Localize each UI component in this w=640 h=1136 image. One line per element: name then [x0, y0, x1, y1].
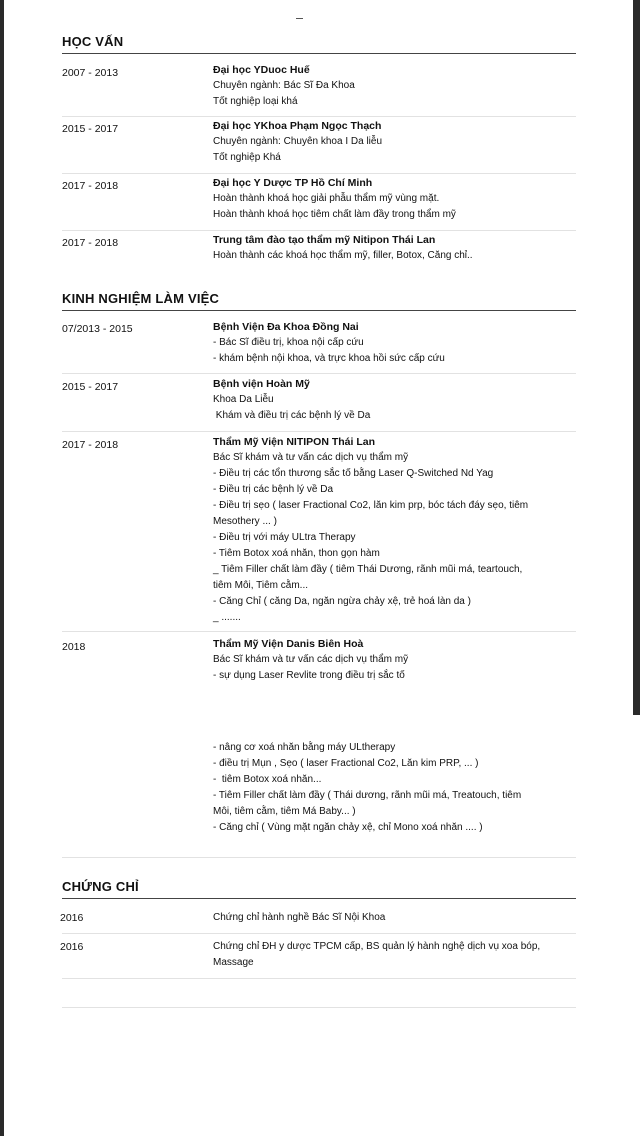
row-line: - Căng Chỉ ( căng Da, ngăn ngừa chảy xệ, trẻ hoá làn da ) [213, 596, 471, 607]
row-line: Hoàn thành khoá học giải phẫu thẩm mỹ vùng mặt. [213, 193, 440, 204]
continuation-line: - tiêm Botox xoá nhăn... [213, 774, 322, 785]
education-row [62, 117, 576, 174]
certificate-row [62, 905, 576, 934]
education-title: HỌC VẤN [62, 34, 124, 49]
row-content [213, 175, 575, 223]
row-date: 2018 [62, 641, 86, 653]
certificate-row [62, 934, 576, 979]
row-line: Bác Sĩ khám và tư vấn các dịch vụ thẩm mỹ [213, 452, 409, 463]
row-content [213, 376, 575, 424]
row-date: 2015 - 2017 [62, 123, 119, 135]
education-section-header [62, 34, 576, 54]
row-content [213, 910, 575, 926]
row-line: - Điều trị các tổn thương sắc tố bằng Laser Q-Switched Nd Yag [213, 468, 494, 479]
row-line: - sự dụng Laser Revlite trong điều trị sắc tố [213, 670, 405, 681]
row-line: Khoa Da Liễu [213, 394, 274, 405]
certificates-title: CHỨNG CHỈ [62, 879, 139, 894]
divider [62, 857, 576, 858]
row-line: _ ....... [213, 612, 241, 623]
row-head: Thẩm Mỹ Viện Danis Biên Hoà [213, 638, 364, 650]
continuation-line: - Căng chỉ ( Vùng mặt ngăn chảy xệ, chỉ Mono xoá nhăn .... ) [213, 822, 483, 833]
continuation-line: - điều trị Mụn , Sẹo ( laser Fractional Co2, Lăn kim PRP, ... ) [213, 758, 479, 769]
row-line: Tốt nghiệp loại khá [213, 96, 298, 107]
row-content [213, 434, 575, 626]
row-date: 2017 - 2018 [62, 237, 119, 249]
row-head: Trung tâm đào tạo thẩm mỹ Nitipon Thái Lan [213, 234, 436, 246]
row-line: Hoàn thành các khoá học thẩm mỹ, filler, Botox, Căng chỉ.. [213, 250, 473, 261]
row-date: 2017 - 2018 [62, 180, 119, 192]
row-date: 2015 - 2017 [62, 381, 119, 393]
experience-row [62, 432, 576, 632]
certificates-section-header [62, 879, 576, 899]
row-line: Chuyên ngành: Chuyên khoa I Da liễu [213, 136, 383, 147]
continuation-line: - nâng cơ xoá nhăn bằng máy ULtherapy [213, 742, 396, 753]
experience-row [62, 632, 576, 712]
row-line: - Điều trị sẹo ( laser Fractional Co2, lăn kim prp, bóc tách đáy sẹo, tiêm [213, 500, 529, 511]
row-line: Chứng chỉ hành nghề Bác Sĩ Nội Khoa [213, 912, 386, 923]
row-line: Bác Sĩ khám và tư vấn các dịch vụ thẩm mỹ [213, 654, 409, 665]
row-head: Đại học YDuoc Huế [213, 64, 310, 76]
row-content [213, 636, 575, 684]
experience-section-header [62, 291, 576, 311]
continuation-line: - Tiêm Filler chất làm đầy ( Thái dương, rãnh mũi má, Treatouch, tiêm [213, 790, 522, 801]
page-edge-right [633, 0, 640, 715]
row-content [213, 232, 575, 264]
row-line: - Tiêm Botox xoá nhăn, thon gọn hàm [213, 548, 380, 559]
row-head: Bệnh Viện Đa Khoa Đồng Nai [213, 321, 359, 333]
education-row [62, 174, 576, 231]
row-line: - Điều trị các bệnh lý về Da [213, 484, 334, 495]
row-line: - Điều trị với máy ULtra Therapy [213, 532, 356, 543]
continuation-line: Môi, tiêm cằm, tiêm Má Baby... ) [213, 806, 356, 817]
row-date: 07/2013 - 2015 [62, 323, 133, 335]
row-head: Thẩm Mỹ Viện NITIPON Thái Lan [213, 436, 375, 448]
row-line: Khám và điều trị các bệnh lý về Da [213, 410, 371, 421]
divider [62, 1007, 576, 1008]
row-date: 2007 - 2013 [62, 67, 119, 79]
row-date: 2017 - 2018 [62, 439, 119, 451]
row-content [213, 118, 575, 166]
experience-row [62, 317, 576, 374]
row-line: Chứng chỉ ĐH y dược TPCM cấp, BS quản lý hành nghệ dịch vụ xoa bóp, Massage [213, 941, 541, 968]
row-date: 2016 [60, 941, 84, 953]
row-content [213, 62, 575, 110]
row-line: - Bác Sĩ điều trị, khoa nội cấp cứu [213, 337, 364, 348]
education-row [62, 60, 576, 117]
experience-title: KINH NGHIỆM LÀM VIỆC [62, 291, 220, 306]
experience-continuation [213, 740, 543, 836]
row-line: Mesothery ... ) [213, 516, 277, 527]
experience-row [62, 374, 576, 432]
row-line: Tốt nghiệp Khá [213, 152, 281, 163]
row-line: tiêm Môi, Tiêm cằm... [213, 580, 309, 591]
row-date: 2016 [60, 912, 84, 924]
page-mark [296, 18, 303, 19]
education-row [62, 231, 576, 271]
row-head: Bệnh viện Hoàn Mỹ [213, 378, 310, 390]
row-content [213, 319, 575, 367]
row-line: _ Tiêm Filler chất làm đầy ( tiêm Thái Dương, rãnh mũi má, teartouch, [213, 564, 523, 575]
row-line: Hoàn thành khoá học tiêm chất làm đầy trong thẩm mỹ [213, 209, 456, 220]
row-head: Đại học Y Dược TP Hồ Chí Minh [213, 177, 373, 189]
row-line: Chuyên ngành: Bác Sĩ Đa Khoa [213, 80, 355, 91]
page-edge-left [0, 0, 4, 1136]
row-line: - khám bệnh nội khoa, và trực khoa hồi sức cấp cứu [213, 353, 445, 364]
row-content [213, 939, 543, 971]
row-head: Đại học YKhoa Phạm Ngọc Thạch [213, 120, 382, 132]
